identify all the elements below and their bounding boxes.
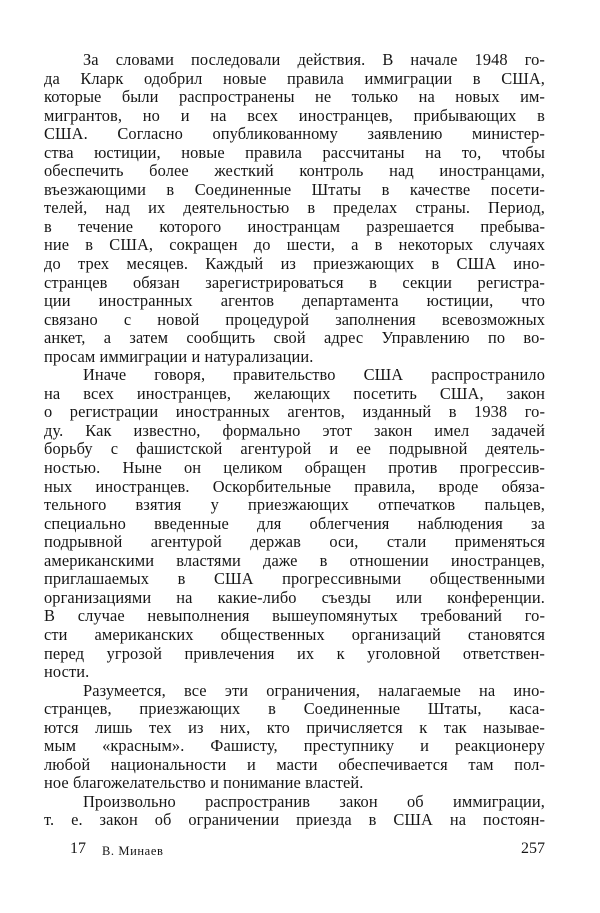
page-number: 257 — [521, 840, 545, 857]
text-line: За словами последовали действия. В начале 1948 го- — [83, 51, 545, 69]
text-line: ются лишь тех из них, кто причисляется к так называе- — [44, 718, 545, 737]
text-line: Произвольно распространив закон об иммиграции, — [83, 792, 545, 811]
text-line: в течение которого иностранцам разрешается пребыва- — [44, 217, 545, 236]
text-line: которые были распространены не только на новых им- — [44, 88, 545, 107]
text-line: ду. Как известно, формально этот закон имел задачей — [44, 421, 545, 440]
text-line: просам иммиграции и натурализации. — [44, 347, 314, 366]
printer-sheet-number: 17 — [70, 840, 86, 857]
text-line: ных иностранцев. Оскорбительные правила, вроде обяза- — [44, 477, 545, 496]
text-line: о регистрации иностранных агентов, изданный в 1938 го- — [44, 403, 545, 422]
page-text — [44, 51, 545, 830]
text-line: Разумеется, все эти ограничения, налагаемые на ино- — [83, 681, 545, 700]
text-line: подрывной агентурой держав оси, стали применяться — [44, 533, 545, 552]
text-line: американскими властями даже в отношении иностранцев, — [44, 551, 545, 570]
text-line: въезжающими в Соединенные Штаты в качестве посети- — [44, 180, 545, 199]
author-name: В. Минаев — [102, 843, 164, 858]
text-line: связано с новой процедурой заполнения всевозможных — [44, 310, 545, 329]
text-line: ства юстиции, новые правила рассчитаны на то, чтобы — [44, 143, 545, 162]
page-footer — [44, 840, 545, 862]
text-line: ции иностранных агентов департамента юстиции, что — [44, 292, 545, 311]
text-line: организациями на какие-либо съезды или конференции. — [44, 588, 545, 607]
text-line: США. Согласно опубликованному заявлению министер- — [44, 125, 545, 144]
text-line: странцев обязан зарегистрироваться в секции регистра- — [44, 273, 545, 292]
text-line: странцев, приезжающих в Соединенные Штаты, каса- — [44, 700, 545, 719]
text-line: В случае невыполнения вышеупомянутых требований го- — [44, 607, 545, 626]
text-line: сти американских общественных организаций становятся — [44, 625, 545, 644]
text-line: да Кларк одобрил новые правила иммиграции в США, — [44, 69, 545, 88]
text-line: обеспечить более жесткий контроль над иностранцами, — [44, 162, 545, 181]
text-line: телей, над их деятельностью в пределах страны. Период, — [44, 199, 545, 218]
text-line: ное благожелательство и понимание властей. — [44, 774, 364, 793]
text-line: приглашаемых в США прогрессивными общественными — [44, 570, 545, 589]
text-line: Иначе говоря, правительство США распространило — [83, 366, 545, 385]
text-line: ностью. Ныне он целиком обращен против прогрессив- — [44, 459, 545, 478]
text-line: мым «красным». Фашисту, преступнику и реакционеру — [44, 737, 545, 756]
text-line: ности. — [44, 663, 90, 682]
text-line: до трех месяцев. Каждый из приезжающих в США ино- — [44, 255, 545, 274]
text-line: тельного взятия у приезжающих отпечатков пальцев, — [44, 496, 545, 515]
text-line: т. е. закон об ограничении приезда в США на постоян- — [44, 811, 545, 830]
text-line: специально введенные для облегчения наблюдения за — [44, 514, 545, 533]
text-line: перед угрозой привлечения их к уголовной ответствен- — [44, 644, 545, 663]
text-line: ние в США, сокращен до шести, а в некоторых случаях — [44, 236, 545, 255]
text-line: на всех иностранцев, желающих посетить США, закон — [44, 384, 545, 403]
text-line: мигрантов, но и на всех иностранцев, прибывающих в — [44, 106, 545, 125]
text-line: анкет, а затем сообщить свой адрес Управлению по во- — [44, 329, 545, 348]
text-line: любой национальности и масти обеспечивается там пол- — [44, 755, 545, 774]
text-line: борьбу с фашистской агентурой и ее подрывной деятель- — [44, 440, 545, 459]
